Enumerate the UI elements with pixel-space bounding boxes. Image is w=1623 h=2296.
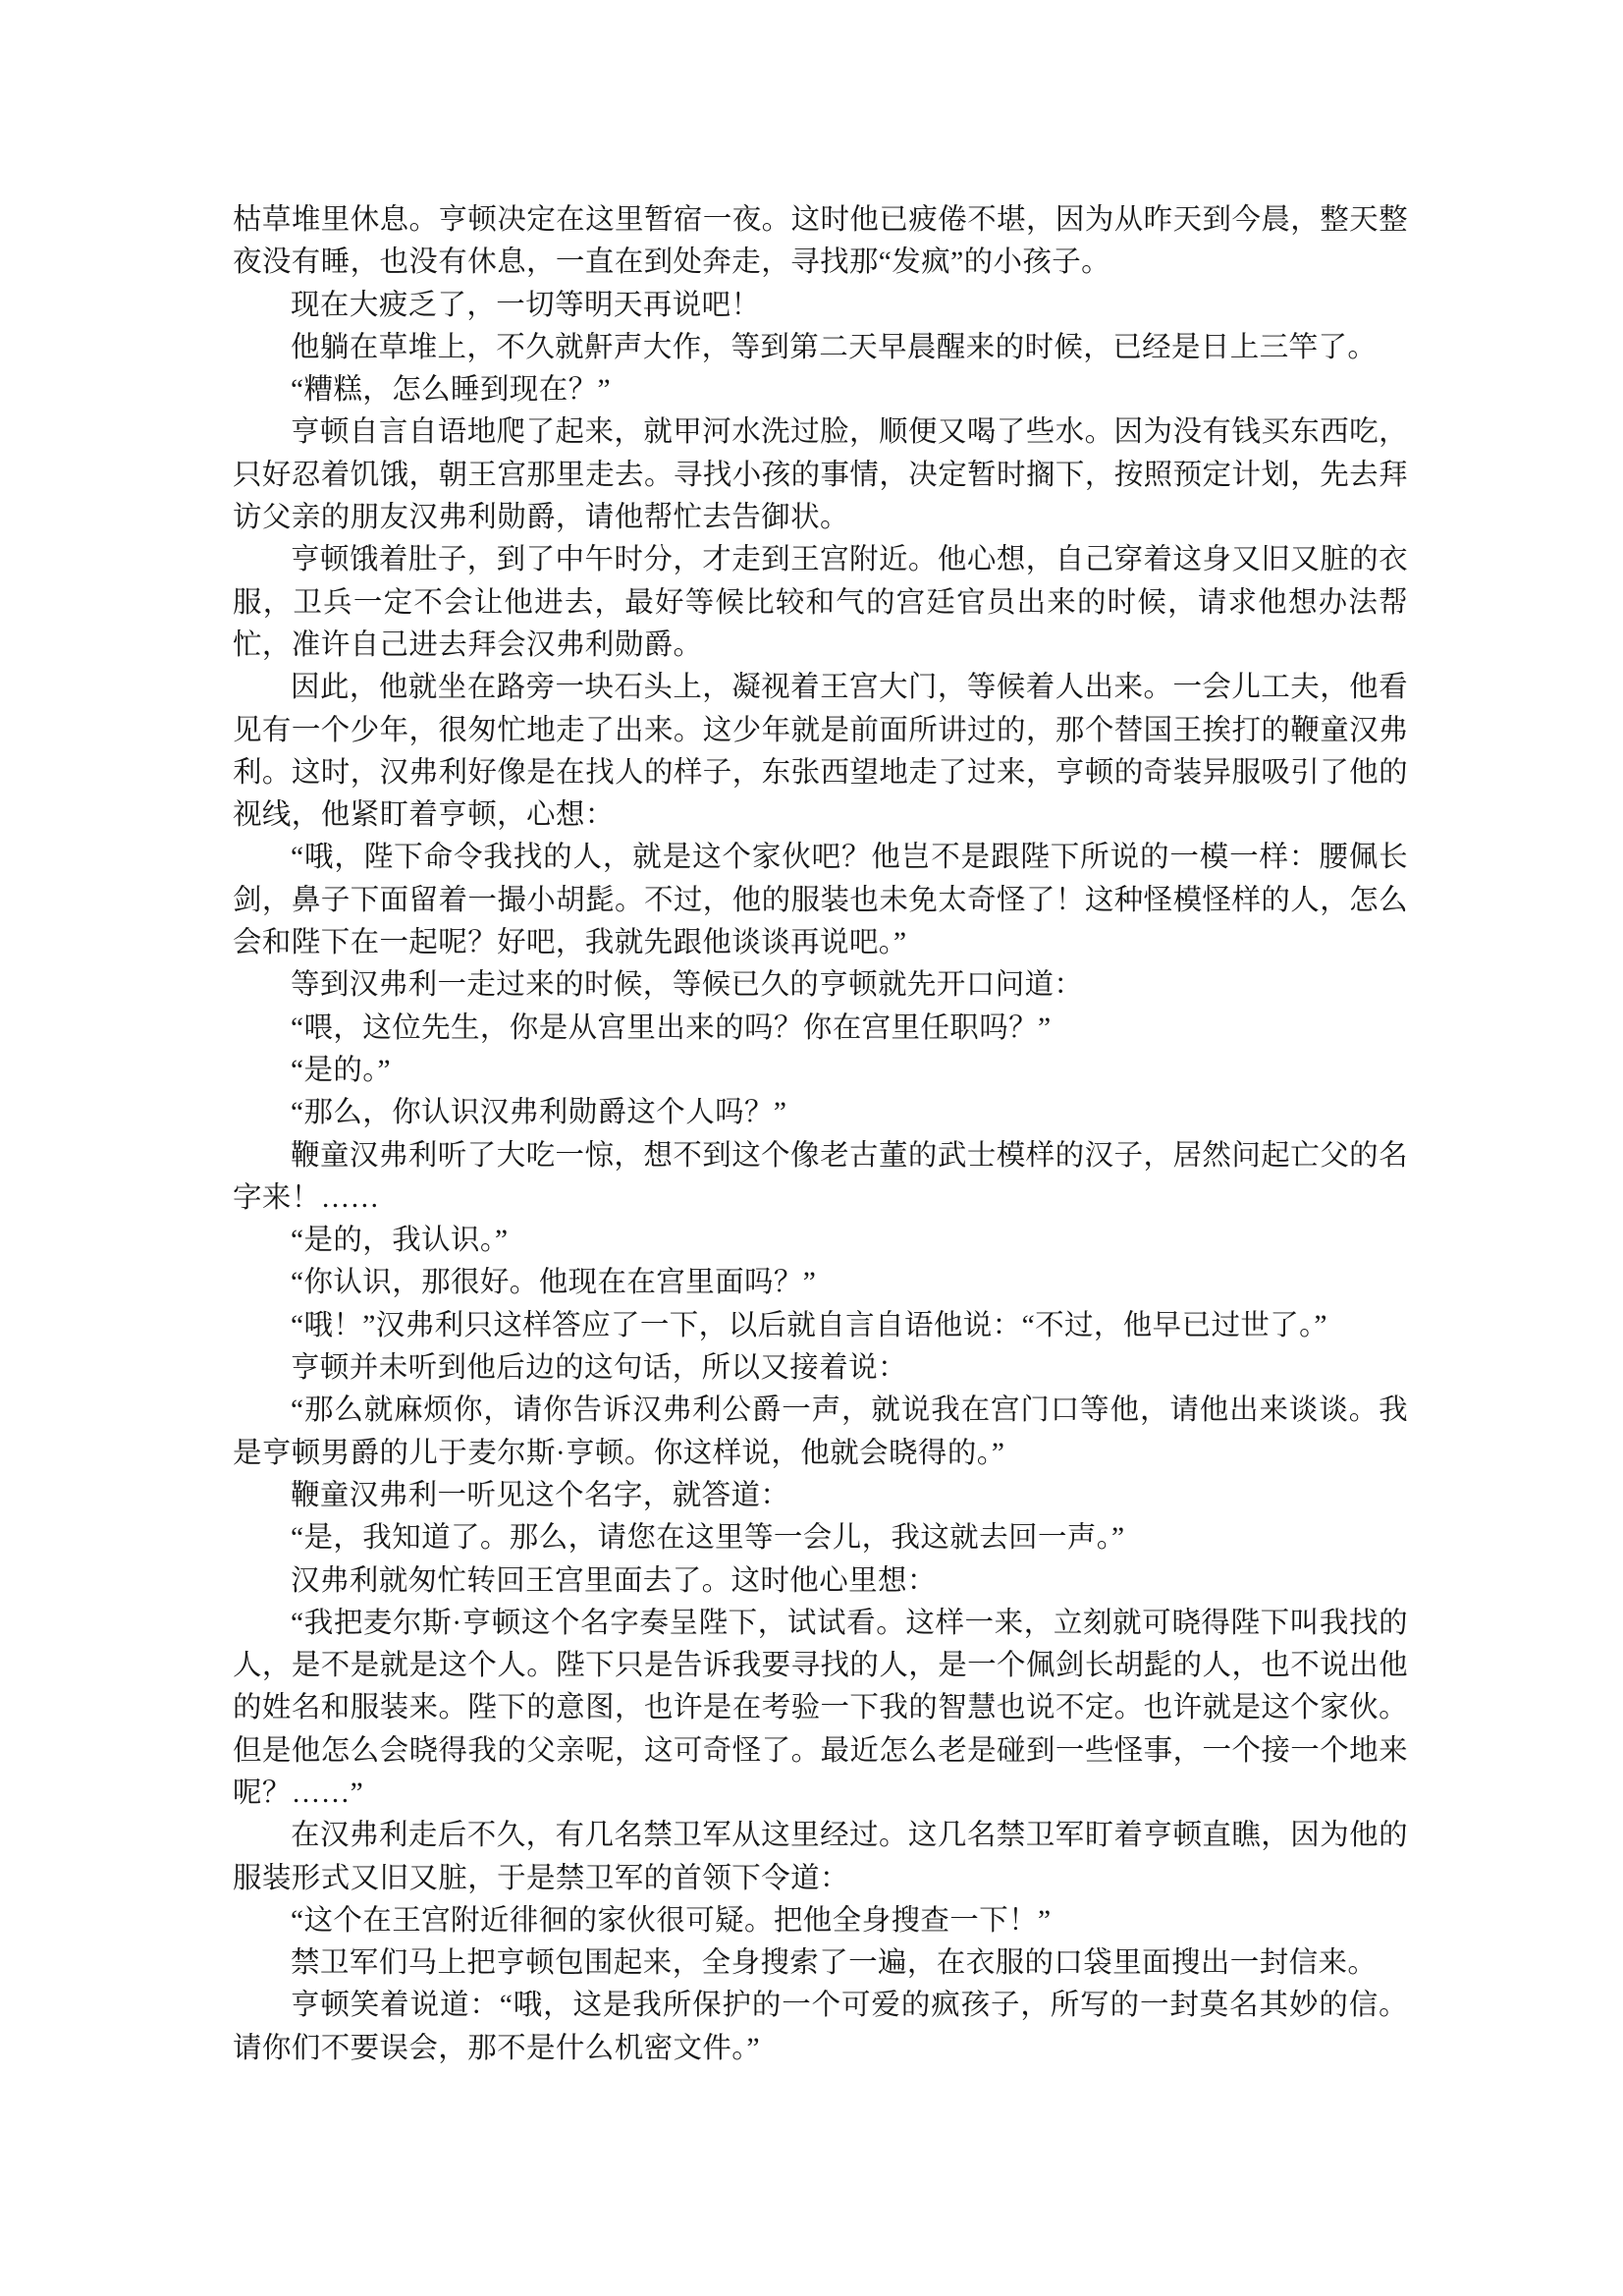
paragraph: “是，我知道了。那么，请您在这里等一会儿，我这就去回一声。”	[291, 1522, 1125, 1555]
paragraph: “是的。”	[291, 1054, 391, 1086]
paragraph: 汉弗利就匆忙转回王宫里面去了。这时他心里想：	[291, 1564, 937, 1597]
paragraph: 因此，他就坐在路旁一块石头上，凝视着王宫大门，等候着人出来。一会儿工夫，他看见有一个少年，很匆忙地走了出来。这少年就是前面所讲过的，那个替国王挨打的鞭童汉弗利。这时，汉弗利好像是在找人的样子，东张西望地走了过来，亨顿的奇装异服吸引了他的视线，他紧盯着亨顿，心想：	[233, 672, 1408, 832]
paragraph: 在汉弗利走后不久，有几名禁卫军从这里经过。这几名禁卫军盯着亨顿直瞧，因为他的服装形式又旧又脏，于是禁卫军的首领下令道：	[233, 1820, 1408, 1894]
paragraph: 等到汉弗利一走过来的时候，等候已久的亨顿就先开口问道：	[291, 969, 1084, 1002]
paragraph: “是的，我认识。”	[291, 1225, 509, 1257]
paragraph: 现在大疲乏了，一切等明天再说吧！	[291, 289, 761, 321]
paragraph: 亨顿并未听到他后边的这句话，所以又接着说：	[291, 1352, 907, 1385]
paragraph: “喂，这位先生，你是从宫里出来的吗？你在宫里任职吗？”	[291, 1011, 1052, 1044]
paragraph: 亨顿笑着说道：“哦，这是我所保护的一个可爱的疯孩子，所写的一封莫名其妙的信。请你们不要误会，那不是什么机密文件。”	[233, 1990, 1408, 2064]
paragraph: “那么就麻烦你，请你告诉汉弗利公爵一声，就说我在宫门口等他，请他出来谈谈。我是亨顿男爵的儿于麦尔斯·亨顿。你这样说，他就会晓得的。”	[233, 1394, 1408, 1469]
paragraph: “那么，你认识汉弗利勋爵这个人吗？”	[291, 1097, 787, 1129]
paragraph: “哦！”汉弗利只这样答应了一下，以后就自言自语他说：“不过，他早已过世了。”	[291, 1309, 1327, 1341]
paragraph: 鞭童汉弗利一听见这个名字，就答道：	[291, 1479, 790, 1511]
paragraph: “哦，陛下命令我找的人，就是这个家伙吧？他岂不是跟陛下所说的一模一样：腰佩长剑，鼻子下面留着一撮小胡髭。不过，他的服装也未免太奇怪了！这种怪模怪样的人，怎么会和陛下在一起呢？好吧，我就先跟他谈谈再说吧。”	[233, 842, 1408, 959]
paragraph: 鞭童汉弗利听了大吃一惊，想不到这个像老古董的武士模样的汉子，居然问起亡父的名字来！……	[233, 1139, 1408, 1214]
paragraph: “这个在王宫附近徘徊的家伙很可疑。把他全身搜查一下！”	[291, 1904, 1052, 1937]
paragraph: 他躺在草堆上，不久就鼾声大作，等到第二天早晨醒来的时候，已经是日上三竿了。	[291, 331, 1378, 363]
paragraph: 枯草堆里休息。亨顿决定在这里暂宿一夜。这时他已疲倦不堪，因为从昨天到今晨，整天整夜没有睡，也没有休息，一直在到处奔走，寻找那“发疯”的小孩子。	[233, 204, 1408, 279]
paragraph: 亨顿饿着肚子，到了中午时分，才走到王宫附近。他心想，自己穿着这身又旧又脏的衣服，卫兵一定不会让他进去，最好等候比较和气的宫廷官员出来的时候，请求他想办法帮忙，准许自己进去拜会汉弗利勋爵。	[233, 544, 1408, 661]
paragraph: “我把麦尔斯·亨顿这个名字奏呈陛下，试试看。这样一来，立刻就可晓得陛下叫我找的人，是不是就是这个人。陛下只是告诉我要寻找的人，是一个佩剑长胡髭的人，也不说出他的姓名和服装来。陛下的意图，也许是在考验一下我的智慧也说不定。也许就是这个家伙。但是他怎么会晓得我的父亲呢，这可奇怪了。最近怎么老是碰到一些怪事，一个接一个地来呢？……”	[233, 1607, 1408, 1809]
paragraph: “糟糕，怎么睡到现在？”	[291, 374, 611, 407]
page-text-block	[233, 199, 1408, 2070]
paragraph: 禁卫军们马上把亨顿包围起来，全身搜索了一遍，在衣服的口袋里面搜出一封信来。	[291, 1947, 1378, 1980]
paragraph: “你认识，那很好。他现在在宫里面吗？”	[291, 1267, 817, 1299]
paragraph: 亨顿自言自语地爬了起来，就甲河水洗过脸，顺便又喝了些水。因为没有钱买东西吃，只好忍着饥饿，朝王宫那里走去。寻找小孩的事情，决定暂时搁下，按照预定计划，先去拜访父亲的朋友汉弗利勋爵，请他帮忙去告御状。	[233, 416, 1408, 534]
